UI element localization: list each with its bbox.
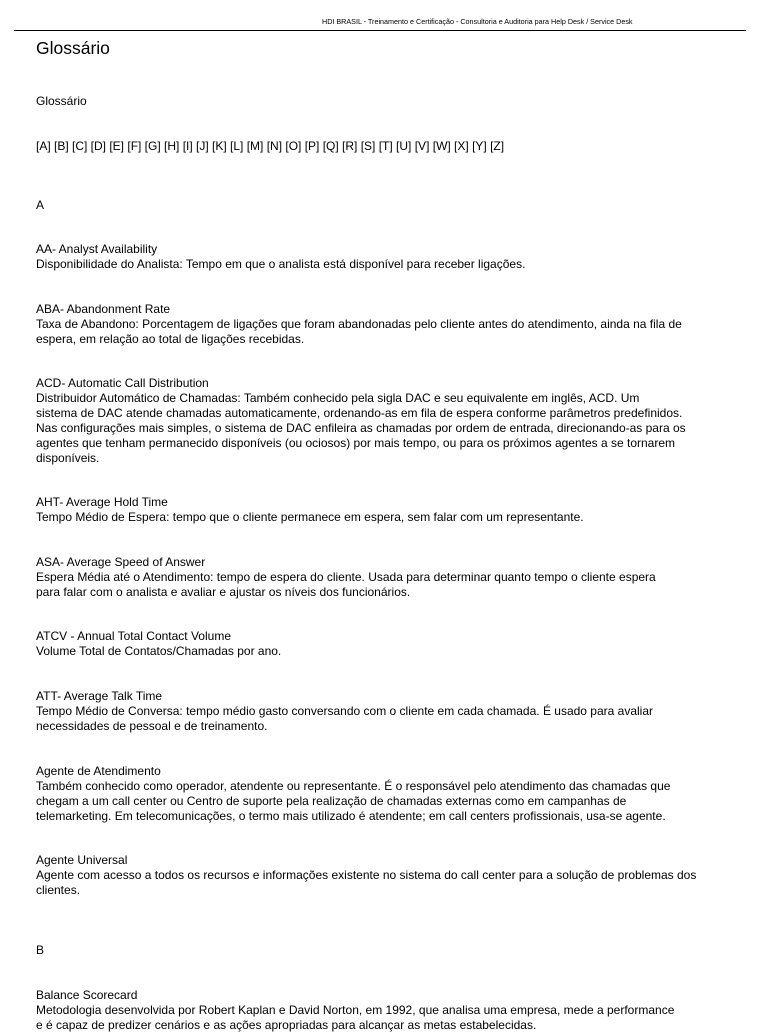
entry-term: Agente Universal <box>36 853 128 867</box>
glossary-entry-aa <box>36 242 750 272</box>
entry-definition: Disponibilidade do Analista: Tempo em que o analista está disponível para receber ligações. <box>36 257 526 271</box>
entry-term: ATCV - Annual Total Contact Volume <box>36 629 231 643</box>
entry-term: Agente de Atendimento <box>36 764 161 778</box>
glossary-entry-asa <box>36 555 750 600</box>
entry-definition: Metodologia desenvolvida por Robert Kaplan e David Norton, em 1992, que analisa uma empresa, mede a performance e é capaz de predizer cenários e as ações apropriadas para alcançar as metas estabelecidas. <box>36 1003 675 1032</box>
glossary-entry-agente-universal <box>36 853 750 898</box>
entry-term: ABA- Abandonment Rate <box>36 302 171 316</box>
entry-definition: Espera Média até o Atendimento: tempo de espera do cliente. Usada para determinar quanto tempo o cliente espera para falar com o analista e avaliar e ajustar os níveis dos funcionários. <box>36 570 656 599</box>
section-letter-b: B <box>36 943 45 957</box>
section-letter-a: A <box>36 198 45 212</box>
entry-term: ACD- Automatic Call Distribution <box>36 376 209 390</box>
header-divider <box>14 30 746 31</box>
entry-term: ATT- Average Talk Time <box>36 689 163 703</box>
letter-index: [A] [B] [C] [D] [E] [F] [G] [H] [I] [J] [K] [L] [M] [N] [O] [P] [Q] [R] [S] [T] [U] [V] [W] [X] [Y] [Z] <box>36 139 505 153</box>
page-title: Glossário <box>36 38 110 58</box>
glossary-entry-atcv <box>36 629 750 659</box>
page-subtitle: Glossário <box>36 94 87 108</box>
glossary-entry-aht <box>36 495 750 525</box>
entry-term: AHT- Average Hold Time <box>36 495 168 509</box>
entry-definition: Tempo Médio de Espera: tempo que o cliente permanece em espera, sem falar com um representante. <box>36 510 584 524</box>
entry-term: AA- Analyst Availability <box>36 242 158 256</box>
document-header: HDI BRASIL - Treinamento e Certificação - Consultoria e Auditoria para Help Desk / Service Desk <box>322 17 633 26</box>
entry-term: Balance Scorecard <box>36 988 138 1002</box>
glossary-entry-acd <box>36 376 750 466</box>
glossary-entry-agente-de-atendimento <box>36 764 750 824</box>
glossary-entry-aba <box>36 302 750 347</box>
entry-definition: Distribuidor Automático de Chamadas: Também conhecido pela sigla DAC e seu equivalente em inglês, ACD. Um sistema de DAC atende chamadas automaticamente, ordenando-as em fila de espera conforme parâmetros predefinidos. Nas configurações mais simples, o sistema de DAC enfileira as chamadas por ordem de entrada, direcionando-as para os agentes que tenham permanecido disponíveis (ou ociosos) por mais tempo, ou para os próximos agentes a se tornarem disponíveis. <box>36 391 686 465</box>
entry-definition: Taxa de Abandono: Porcentagem de ligações que foram abandonadas pelo cliente antes do atendimento, ainda na fila de espera, em relação ao total de ligações recebidas. <box>36 317 682 346</box>
entry-term: ASA- Average Speed of Answer <box>36 555 206 569</box>
entry-definition: Também conhecido como operador, atendente ou representante. É o responsável pelo atendimento das chamadas que chegam a um call center ou Centro de suporte pela realização de chamadas externas como em campanhas de telemarketing. Em telecomunicações, o termo mais utilizado é atendente; em call centers profissionais, usa-se agente. <box>36 779 671 823</box>
entry-definition: Agente com acesso a todos os recursos e informações existente no sistema do call center para a solução de problemas dos clientes. <box>36 868 697 897</box>
entry-definition: Tempo Médio de Conversa: tempo médio gasto conversando com o cliente em cada chamada. É usado para avaliar necessidades de pessoal e de treinamento. <box>36 704 654 733</box>
glossary-entry-balance-scorecard <box>36 988 750 1033</box>
glossary-entry-att <box>36 689 750 734</box>
entry-definition: Volume Total de Contatos/Chamadas por ano. <box>36 644 282 658</box>
